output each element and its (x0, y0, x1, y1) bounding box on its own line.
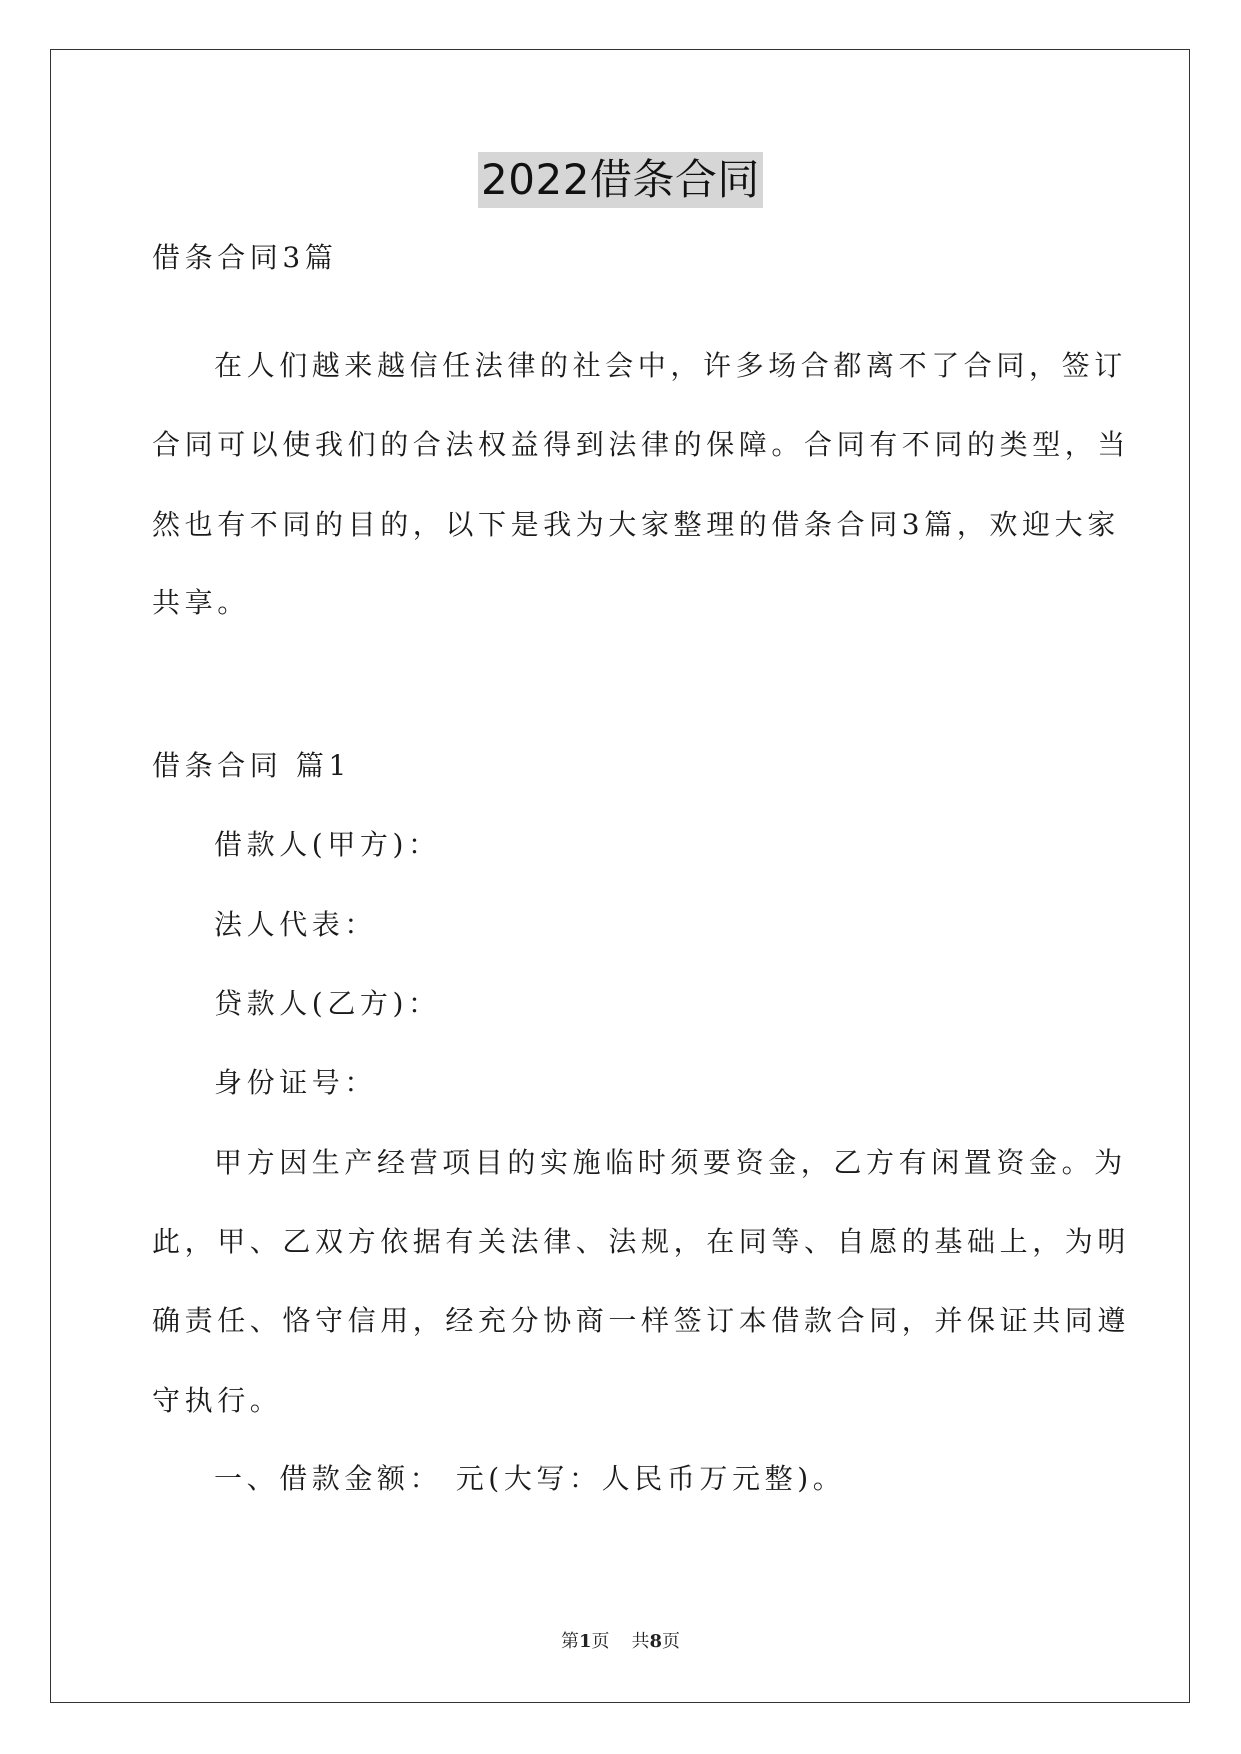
page-total: 8 (649, 1631, 663, 1652)
lender-field: 贷款人(乙方)： (214, 987, 441, 1020)
title-container (0, 152, 1241, 208)
section-heading: 借条合同 篇1 (152, 749, 351, 782)
page-prefix: 第 (560, 1631, 579, 1652)
body-line-3: 确责任、恪守信用，经充分协商一样签订本借款合同，并保证共同遵 (152, 1304, 1131, 1337)
id-number-field: 身份证号： (214, 1066, 378, 1099)
document-subtitle: 借条合同3篇 (152, 241, 338, 274)
intro-line-4: 共享。 (152, 586, 250, 619)
legal-rep-field: 法人代表： (214, 908, 378, 941)
intro-line-1: 在人们越来越信任法律的社会中，许多场合都离不了合同，签订 (214, 349, 1127, 382)
body-line-2: 此，甲、乙双方依据有关法律、法规，在同等、自愿的基础上，为明 (152, 1225, 1131, 1258)
page-current: 1 (578, 1631, 592, 1652)
document-title: 2022借条合同 (478, 152, 763, 208)
page-suffix: 页 (591, 1631, 610, 1652)
body-line-1: 甲方因生产经营项目的实施临时须要资金，乙方有闲置资金。为 (214, 1146, 1127, 1179)
total-suffix: 页 (662, 1631, 681, 1652)
intro-line-3: 然也有不同的目的，以下是我为大家整理的借条合同3篇，欢迎大家 (152, 508, 1120, 541)
body-line-4: 守执行。 (152, 1384, 283, 1417)
clause-one: 一、借款金额： 元(大写：人民币万元整)。 (214, 1462, 846, 1495)
borrower-field: 借款人(甲方)： (214, 828, 441, 861)
total-prefix: 共 (631, 1631, 650, 1652)
intro-line-2: 合同可以使我们的合法权益得到法律的保障。合同有不同的类型，当 (152, 428, 1131, 461)
page-border (50, 49, 1190, 1703)
page-footer (0, 1630, 1241, 1654)
